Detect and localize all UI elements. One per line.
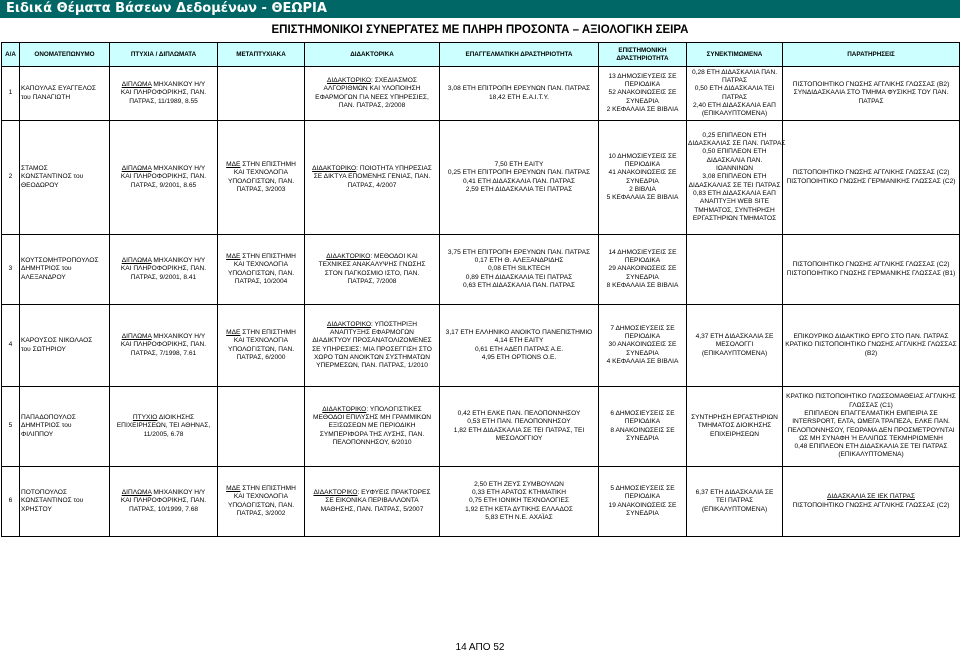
cell-line: 6,37 ΕΤΗ ΔΙΔΑΣΚΑΛΙΑ ΣΕ — [695, 489, 774, 497]
cell-text: ΔΙΟΙΚΗΣΗΣ — [157, 414, 195, 422]
row-number: 4 — [2, 305, 20, 387]
cell-line: 2,59 ΕΤΗ ΔΙΔΑΣΚΑΛΙΑ ΤΕΙ ΠΑΤΡΑΣ — [465, 185, 573, 193]
cell-line: ΕΡΓΑΣΤΗΡΙΩΝ ΤΜΗΜΑΤΟΣ — [692, 214, 777, 222]
cell-line: 5 ΚΕΦΑΛΑΙΑ ΣΕ ΒΙΒΛΙΑ — [606, 194, 679, 202]
underlined-term: ΜΔΕ — [226, 252, 241, 260]
cell-line: (ΕΠΙΚΑΛΥΠΤΟΜΕΝΑ) — [701, 110, 768, 118]
cell-line: 10 ΔΗΜΟΣΙΕΥΣΕΙΣ ΣΕ — [608, 152, 677, 160]
underlined-term: ΔΙΔΑΚΤΟΡΙΚΟ — [313, 489, 358, 497]
scientific-cell — [599, 305, 687, 387]
underlined-term: ΔΙΔΑΚΤΟΡΙΚΟ — [327, 76, 372, 84]
degrees-cell — [110, 67, 218, 121]
cell-line: 18,42 ΕΤΗ Ε.Α.Ι.Τ.Υ. — [489, 93, 549, 101]
underlined-term: ΔΙΔΑΚΤΟΡΙΚΟ — [322, 405, 367, 413]
cell-text: ΣΤΗΝ ΕΠΙΣΤΗΜΗ — [240, 484, 296, 492]
cell-line: ΚΑΙ ΤΕΧΝΟΛΟΓΙΑ — [233, 169, 289, 177]
cell-line: ΚΑΙ ΤΕΧΝΟΛΟΓΙΑ — [233, 337, 289, 345]
cell-text: : ΣΧΕΔΙΑΣΜΟΣ — [371, 76, 417, 84]
cell-line — [111, 257, 216, 265]
cell-text: ΜΗΧΑΝΙΚΟΥ Η/Υ — [151, 81, 206, 89]
underlined-term: ΔΙΔΑΚΤΟΡΙΚΟ — [326, 320, 372, 328]
underlined-term: ΔΙΠΛΩΜΑ — [121, 81, 152, 89]
underlined-term: ΔΙΔΑΚΤΟΡΙΚΟ — [312, 165, 357, 173]
cell-line: ΚΡΑΤΙΚΟ ΠΙΣΤΟΠΟΙΗΤΙΚΟ ΓΝΩΣΗΣ ΑΓΓΛΙΚΗΣ ΓΛΩΣΣΑΣ — [785, 341, 957, 349]
cell-line: ΠΑΤΡΑΣ, 7/1998, 7.61 — [130, 349, 197, 357]
name-cell — [20, 121, 110, 235]
cell-line: 4,14 ΕΤΗ ΕΑΙΤΥ — [494, 337, 544, 345]
row-number: 5 — [2, 387, 20, 467]
cell-line: ΠΑΤΡΑΣ, 6/2000 — [236, 353, 286, 361]
cell-line: ΠΙΣΤΟΠΟΙΗΤΙΚΟ ΓΝΩΣΗΣ ΑΓΓΛΙΚΗΣ ΓΛΩΣΣΑΣ (C2) — [792, 501, 950, 509]
cell-line — [111, 489, 216, 497]
scientific-cell — [599, 67, 687, 121]
masters-cell — [218, 67, 305, 121]
masters-cell — [218, 235, 305, 305]
cell-text: : ΕΥΦΥΕΙΣ ΠΡΑΚΤΟΡΕΣ — [357, 489, 431, 497]
underlined-term: ΜΔΕ — [226, 484, 241, 492]
cell-line — [219, 329, 303, 337]
cell-line: ΣΕ ΥΠΗΡΕΣΙΕΣ: ΜΙΑ ΠΡΟΣΕΓΓΙΣΗ ΣΤΟ — [312, 345, 432, 353]
scientific-cell — [599, 235, 687, 305]
cell-line: ΑΝΑΠΤΥΞΗ WEB SITE — [699, 198, 770, 206]
column-header: ΜΕΤΑΠΤΥΧΙΑΚΑ — [218, 43, 305, 67]
cell-line: ΚΑΙ ΤΕΧΝΟΛΟΓΙΑ — [233, 261, 289, 269]
cell-line: ΠΕΡΙΟΔΙΚΑ — [624, 418, 661, 426]
cell-line: ΔΙΔΑΣΚΑΛΙΑΣ ΣΕ ΠΑΝ. ΠΑΤΡΑΣ — [688, 140, 786, 148]
table-row — [2, 67, 960, 121]
cell-line: ΠΑΤΡΑΣ, 9/2001, 8.41 — [130, 273, 197, 281]
cell-line — [306, 321, 438, 329]
cell-line — [111, 333, 216, 341]
cell-text: : ΜΕΘΟΔΟΙ ΚΑΙ — [370, 252, 418, 260]
cell-line: ΣΕ ΔΙΚΤΥΑ ΕΠΟΜΕΝΗΣ ΓΕΝΙΑΣ, ΠΑΝ. — [313, 173, 431, 181]
candidates-table — [1, 42, 960, 537]
cell-line: ΠΕΛΟΠΟΝΝΗΣΟΥ, ΓΕΩΡΑΜΑ ΔΕΝ ΠΡΟΣΜΕΤΡΟΥΝΤΑΙ — [787, 426, 955, 434]
phd-cell — [305, 387, 440, 467]
considered-cell — [687, 121, 786, 235]
cell-line: (Β2) — [864, 349, 878, 357]
considered-cell — [687, 467, 783, 537]
phd-cell — [305, 121, 440, 235]
column-header: ΕΠΙΣΤΗΜΟΝΙΚΗ ΔΡΑΣΤΗΡΙΟΤΗΤΑ — [599, 43, 687, 67]
cell-line: ΥΠΟΛΟΓΙΣΤΩΝ, ΠΑΝ. — [227, 269, 295, 277]
table-header-row — [2, 43, 960, 67]
cell-line: ΧΩΡΟ ΤΩΝ ΑΝΟΙΚΤΩΝ ΣΥΣΤΗΜΑΤΩΝ — [314, 353, 430, 361]
cell-line: ΠΙΣΤΟΠΟΙΗΤΙΚΟ ΓΝΩΣΗΣ ΓΕΡΜΑΝΙΚΗΣ ΓΛΩΣΣΑΣ (Β1) — [786, 269, 956, 277]
cell-line: ΠΙΣΤΟΠΟΙΗΤΙΚΟ ΓΝΩΣΗΣ ΑΓΓΛΙΚΗΣ ΓΛΩΣΣΑΣ (C2) — [792, 261, 950, 269]
cell-line: 1,82 ΕΤΗ ΔΙΔΑΣΚΑΛΙΑ ΣΕ ΤΕΙ ΠΑΤΡΑΣ, ΤΕΙ — [453, 426, 585, 434]
cell-line: ΠΕΡΙΟΔΙΚΑ — [624, 81, 661, 89]
considered-cell — [687, 67, 783, 121]
phd-cell — [305, 235, 440, 305]
cell-text: : ΠΟΙΟΤΗΤΑ ΥΠΗΡΕΣΙΑΣ — [356, 165, 432, 173]
cell-line: 7,50 ΕΤΗ ΕΑΙΤΥ — [494, 160, 544, 168]
cell-line: 3,75 ΕΤΗ ΕΠΙΤΡΟΠΗ ΕΡΕΥΝΩΝ ΠΑΝ. ΠΑΤΡΑΣ — [447, 248, 591, 256]
considered-cell — [687, 387, 783, 467]
notes-cell — [783, 467, 960, 537]
cell-line: (ΕΠΙΚΑΛΥΠΤΟΜΕΝΑ) — [701, 349, 768, 357]
name-cell — [20, 387, 110, 467]
cell-line: 0,61 ΕΤΗ ΑΔΕΠ ΠΑΤΡΑΣ Α.Ε. — [474, 345, 564, 353]
cell-line: ΕΠΙΚΟΥΡΙΚΟ ΔΙΔΑΚΤΙΚΟ ΕΡΓΟ ΣΤΟ ΠΑΝ. ΠΑΤΡΑΣ — [793, 333, 949, 341]
cell-line: ΠΕΡΙΟΔΙΚΑ — [624, 333, 661, 341]
name-line: ΘΕΟΔΩΡΟΥ — [21, 181, 59, 189]
cell-line: ΠΑΤΡΑΣ, 4/2007 — [347, 181, 397, 189]
cell-line: ΠΑΤΡΑΣ — [721, 76, 748, 84]
cell-line — [784, 493, 958, 501]
scientific-cell — [599, 121, 687, 235]
cell-text: ΣΤΗΝ ΕΠΙΣΤΗΜΗ — [240, 160, 296, 168]
cell-line: ΠΑΤΡΑΣ, 7/2008 — [347, 277, 397, 285]
cell-line: 4,95 ΕΤΗ OPTIONS Ο.Ε. — [481, 353, 557, 361]
cell-line: 30 ΑΝΑΚΟΙΝΩΣΕΙΣ ΣΕ — [608, 341, 677, 349]
masters-cell — [218, 467, 305, 537]
cell-line: ΠΙΣΤΟΠΟΙΗΤΙΚΟ ΓΝΩΣΗΣ ΓΕΡΜΑΝΙΚΗΣ ΓΛΩΣΣΑΣ (C2) — [786, 177, 956, 185]
masters-cell — [218, 305, 305, 387]
cell-line: 19 ΑΝΑΚΟΙΝΩΣΕΙΣ ΣΕ — [608, 501, 677, 509]
cell-line: 4 ΚΕΦΑΛΑΙΑ ΣΕ ΒΙΒΛΙΑ — [606, 357, 679, 365]
underlined-term: ΔΙΔΑΚΤΟΡΙΚΟ — [326, 252, 371, 260]
masters-cell — [218, 387, 305, 467]
name-line: ΔΗΜΗΤΡΙΟΣ του — [21, 422, 72, 430]
cell-line: ΥΠΟΛΟΓΙΣΤΩΝ, ΠΑΝ. — [227, 177, 295, 185]
cell-line: 8 ΚΕΦΑΛΑΙΑ ΣΕ ΒΙΒΛΙΑ — [606, 281, 679, 289]
name-line: ΚΑΡΟΥΣΟΣ ΝΙΚΟΛΑΟΣ — [21, 337, 93, 345]
cell-text: ΜΗΧΑΝΙΚΟΥ Η/Υ — [151, 165, 206, 173]
cell-line: ΣΥΝΕΔΡΙΑ — [626, 97, 659, 105]
cell-line: ΑΛΓΟΡΙΘΜΩΝ ΚΑΙ ΥΛΟΠΟΙΗΣΗ — [323, 85, 421, 93]
cell-line: ΣΥΝΕΔΡΙΑ — [626, 273, 659, 281]
cell-line: ΣΥΝΤΗΡΗΣΗ ΕΡΓΑΣΤΗΡΙΩΝ — [691, 414, 778, 422]
cell-line: ΠΑΤΡΑΣ, 11/1989, 8.55 — [129, 97, 198, 105]
cell-line: 0,25 ΕΤΗ ΕΠΙΤΡΟΠΗ ΕΡΕΥΝΩΝ ΠΑΝ. ΠΑΤΡΑΣ — [447, 169, 591, 177]
cell-line: ΤΕΧΝΙΚΕΣ ΑΝΑΚΑΛΥΨΗΣ ΓΝΩΣΗΣ — [318, 261, 426, 269]
cell-line: 7 ΔΗΜΟΣΙΕΥΣΕΙΣ ΣΕ — [610, 324, 675, 332]
cell-line: 11/2005, 6.78 — [143, 430, 184, 438]
table-row — [2, 121, 960, 235]
degrees-cell — [110, 467, 218, 537]
cell-line: ΔΙΔΑΣΚΑΛΙΑ ΠΑΝ. — [706, 156, 763, 164]
title-bar — [0, 0, 960, 18]
cell-line: ΤΜΗΜΑΤΟΣ ΔΙΟΙΚΗΣΗΣ — [697, 422, 772, 430]
column-header: ΣΥΝΕΚΤΙΜΩΜΕΝΑ — [687, 43, 783, 67]
phd-cell — [305, 305, 440, 387]
cell-line: ΠΕΡΙΟΔΙΚΑ — [624, 257, 661, 265]
underlined-term: ΔΙΠΛΩΜΑ — [121, 489, 152, 497]
cell-text: ΜΗΧΑΝΙΚΟΥ Η/Υ — [151, 257, 206, 265]
row-number: 2 — [2, 121, 20, 235]
cell-line: ΤΜΗΜΑΤΟΣ, ΣΥΝΤΗΡΗΣΗ — [694, 206, 775, 214]
cell-line: ΜΕΘΟΔΟΙ ΕΠΙΛΥΣΗΣ ΜΗ ΓΡΑΜΜΙΚΩΝ — [312, 414, 432, 422]
masters-cell — [218, 121, 305, 235]
row-number: 6 — [2, 467, 20, 537]
cell-line: 13 ΔΗΜΟΣΙΕΥΣΕΙΣ ΣΕ — [608, 72, 677, 80]
cell-line: ΣΥΝΕΔΡΙΑ — [626, 434, 659, 442]
column-header: ΠΑΡΑΤΗΡΗΣΕΙΣ — [783, 43, 960, 67]
cell-text: ΜΗΧΑΝΙΚΟΥ Η/Υ — [151, 333, 206, 341]
cell-line: 0,41 ΕΤΗ ΔΙΔΑΣΚΑΛΙΑ ΠΑΝ. ΠΑΤΡΑΣ — [463, 177, 575, 185]
column-header: ΟΝΟΜΑΤΕΠΩΝΥΜΟ — [20, 43, 110, 67]
cell-line: 0,42 ΕΤΗ ΕΛΚΕ ΠΑΝ. ΠΕΛΟΠΟΝΝΗΣΟΥ — [457, 409, 581, 417]
professional-cell — [440, 467, 599, 537]
cell-line: ΣΥΜΠΕΡΙΦΟΡΑ ΤΗΣ ΛΥΣΗΣ, ΠΑΝ. — [319, 430, 425, 438]
cell-line: ΕΦΑΡΜΟΓΩΝ ΓΙΑ ΝΕΕΣ ΥΠΗΡΕΣΙΕΣ, — [315, 93, 429, 101]
cell-line: ΜΑΘΗΣΗΣ, ΠΑΝ. ΠΑΤΡΑΣ, 5/2007 — [320, 505, 424, 513]
cell-line: 4,37 ΕΤΗ ΔΙΔΑΣΚΑΛΙΑ ΣΕ — [695, 333, 774, 341]
cell-line: ΩΣ ΜΗ ΣΥΝΑΦΗ Ή ΕΛΛΙΠΩΣ ΤΕΚΜΗΡΙΩΜΕΝΗ — [799, 434, 943, 442]
cell-line: ΣΥΝΔΙΔΑΣΚΑΛΙΑ ΣΤΟ ΤΜΗΜΑ ΦΥΣΙΚΗΣ ΤΟΥ ΠΑΝ. — [793, 89, 949, 97]
phd-cell — [305, 467, 440, 537]
cell-line: ΠΑΝ. ΠΑΤΡΑΣ, 2/2008 — [338, 101, 406, 109]
underlined-term: ΜΔΕ — [226, 328, 241, 336]
table-row — [2, 235, 960, 305]
cell-line: 6 ΔΗΜΟΣΙΕΥΣΕΙΣ ΣΕ — [610, 409, 675, 417]
cell-line: ΚΑΙ ΠΛΗΡΟΦΟΡΙΚΗΣ, ΠΑΝ. — [120, 89, 207, 97]
cell-line: ΕΞΙΣΩΣΕΩΝ ΜΕ ΠΕΡΙΟΔΙΚΗ — [328, 422, 416, 430]
underlined-term: ΔΙΠΛΩΜΑ — [121, 333, 152, 341]
cell-line — [306, 489, 438, 497]
cell-line: 5,83 ΕΤΗ Ν.Ε. ΑΧΑΪΑΣ — [485, 513, 553, 521]
cell-text: : ΥΠΟΛΟΓΙΣΤΙΚΕΣ — [366, 405, 422, 413]
degrees-cell — [110, 121, 218, 235]
professional-cell — [440, 305, 599, 387]
cell-line: ΚΑΙ ΤΕΧΝΟΛΟΓΙΑ — [233, 493, 289, 501]
cell-line: 0,28 ΕΤΗ ΔΙΔΑΣΚΑΛΙΑ ΠΑΝ. — [691, 68, 778, 76]
cell-line: ΠΑΤΡΑΣ, 3/2003 — [236, 185, 286, 193]
cell-line — [111, 414, 216, 422]
cell-line: ΜΕΣΟΛΟΓΓΙΟΥ — [495, 434, 543, 442]
name-line: ΧΡΗΣΤΟΥ — [21, 505, 52, 513]
cell-line: ΚΑΙ ΠΛΗΡΟΦΟΡΙΚΗΣ, ΠΑΝ. — [120, 497, 207, 505]
considered-cell — [687, 305, 783, 387]
name-line: ΚΟΥΤΣΟΜΗΤΡΟΠΟΥΛΟΣ — [21, 257, 99, 265]
name-line: ΚΑΠΟΥΛΑΣ ΕΥΑΓΓΕΛΟΣ — [21, 85, 96, 93]
row-number: 1 — [2, 67, 20, 121]
cell-line: ΕΠΙΧΕΙΡΗΣΕΩΝ, ΤΕΙ ΑΘΗΝΑΣ, — [116, 422, 211, 430]
cell-line: ΣΥΝΕΔΡΙΑ — [626, 349, 659, 357]
name-cell — [20, 467, 110, 537]
cell-line: ΣΕ ΕΙΚΟΝΙΚΑ ΠΕΡΙΒΑΛΛΟΝΤΑ — [325, 497, 419, 505]
cell-line: 41 ΑΝΑΚΟΙΝΩΣΕΙΣ ΣΕ — [608, 169, 677, 177]
cell-line: 0,53 ΕΤΗ ΠΑΝ. ΠΕΛΟΠΟΝΝΗΣΟΥ — [467, 418, 571, 426]
cell-line — [306, 253, 438, 261]
professional-cell — [440, 67, 599, 121]
cell-line: 8 ΑΝΑΚΟΙΝΩΣΕΙΣ ΣΕ — [610, 426, 675, 434]
underlined-term: ΜΔΕ — [226, 160, 241, 168]
cell-line: 0,33 ΕΤΗ ΑΡΑΤΟΣ ΚΤΗΜΑΤΙΚΗ — [471, 489, 567, 497]
cell-line — [219, 485, 303, 493]
cell-line: ΔΙΑΔΙΚΤΥΟΥ ΠΡΟΣΑΝΑΤΟΛΙΖΟΜΕΝΕΣ — [312, 337, 432, 345]
cell-line: ΚΡΑΤΙΚΟ ΠΙΣΤΟΠΟΙΗΤΙΚΟ ΓΛΩΣΣΟΜΑΘΕΙΑΣ ΑΓΓΛΙΚΗΣ — [786, 393, 956, 401]
cell-line: ΚΑΙ ΠΛΗΡΟΦΟΡΙΚΗΣ, ΠΑΝ. — [120, 341, 207, 349]
cell-line: ΚΑΙ ΠΛΗΡΟΦΟΡΙΚΗΣ, ΠΑΝ. — [120, 173, 207, 181]
cell-line: 0,89 ΕΤΗ ΔΙΔΑΣΚΑΛΙΑ ΤΕΙ ΠΑΤΡΑΣ — [465, 273, 573, 281]
table-row — [2, 305, 960, 387]
name-line: ΠΑΠΑΔΟΠΟΥΛΟΣ — [21, 414, 76, 422]
cell-line: ΕΠΙΧΕΙΡΗΣΕΩΝ — [710, 430, 759, 438]
name-cell — [20, 235, 110, 305]
notes-cell — [783, 67, 960, 121]
notes-cell — [783, 235, 960, 305]
name-cell — [20, 67, 110, 121]
table-row — [2, 387, 960, 467]
cell-line: ΣΥΝΕΔΡΙΑ — [626, 509, 659, 517]
page-title: Ειδικά Θέματα Βάσεων Δεδομένων - ΘΕΩΡΙΑ — [6, 1, 327, 16]
cell-line: ΥΠΟΛΟΓΙΣΤΩΝ, ΠΑΝ. — [227, 345, 295, 353]
cell-line: 14 ΔΗΜΟΣΙΕΥΣΕΙΣ ΣΕ — [608, 248, 677, 256]
cell-line: 2,50 ΕΤΗ ΖΕΥΣ ΣΥΜΒΟΥΛΩΝ — [474, 480, 564, 488]
cell-line: 2 ΚΕΦΑΛΑΙΑ ΣΕ ΒΙΒΛΙΑ — [606, 105, 679, 113]
cell-text: ΣΤΗΝ ΕΠΙΣΤΗΜΗ — [240, 328, 296, 336]
table-row — [2, 467, 960, 537]
cell-line: ΠΑΤΡΑΣ, 10/2004 — [234, 277, 288, 285]
cell-line: ΠΕΡΙΟΔΙΚΑ — [624, 160, 661, 168]
cell-line: ΓΛΩΣΣΑΣ (C1) — [849, 401, 893, 409]
cell-line: 2 ΒΙΒΛΙΑ — [629, 185, 656, 193]
notes-cell — [783, 121, 960, 235]
underlined-term: ΔΙΔΑΣΚΑΛΙΑ ΣΕ ΙΕΚ ΠΑΤΡΑΣ — [827, 493, 915, 501]
cell-line: 0,08 ΕΤΗ SILKTECH — [488, 265, 550, 273]
cell-line: ΥΠΟΛΟΓΙΣΤΩΝ, ΠΑΝ. — [227, 501, 295, 509]
cell-line — [111, 165, 216, 173]
cell-line: ΑΝΑΠΤΥΞΗΣ ΕΦΑΡΜΟΓΩΝ — [330, 328, 414, 336]
professional-cell — [440, 121, 599, 235]
cell-line — [306, 165, 438, 173]
cell-text: ΣΤΗΝ ΕΠΙΣΤΗΜΗ — [240, 252, 296, 260]
cell-line: ΠΑΤΡΑΣ — [721, 93, 748, 101]
row-number: 3 — [2, 235, 20, 305]
cell-line: 2,40 ΕΤΗ ΔΙΔΑΣΚΑΛΙΑ ΕΑΠ — [693, 101, 776, 109]
professional-cell — [440, 235, 599, 305]
column-header: ΔΙΔΑΚΤΟΡΙΚΑ — [305, 43, 440, 67]
name-line: ΦΙΛΙΠΠΟΥ — [21, 430, 54, 438]
cell-line: ΠΕΛΟΠΟΝΝΗΣΟΥ, 6/2010 — [332, 438, 412, 446]
cell-line: 0,75 ΕΤΗ ΙΟΝΙΚΗ ΤΕΧΝΟΛΟΓΙΕΣ — [468, 497, 570, 505]
cell-line: ΣΥΝΕΔΡΙΑ — [626, 177, 659, 185]
underlined-term: ΠΤΥΧΙΟ — [132, 414, 158, 422]
degrees-cell — [110, 305, 218, 387]
name-line: ΚΩΝΣΤΑΝΤΙΝΟΣ του — [21, 497, 84, 505]
cell-line: 3,08 ΕΤΗ ΕΠΙΤΡΟΠΗ ΕΡΕΥΝΩΝ ΠΑΝ. ΠΑΤΡΑΣ — [447, 85, 591, 93]
cell-line: ΠΑΤΡΑΣ — [858, 97, 884, 105]
cell-line: (ΕΠΙΚΑΛΥΠΤΟΜΕΝΑ) — [838, 451, 904, 459]
cell-line: 0,63 ΕΤΗ ΔΙΔΑΣΚΑΛΙΑ ΠΑΝ. ΠΑΤΡΑΣ — [463, 281, 575, 289]
cell-line: ΜΕΣΟΛΟΓΓΙ — [715, 341, 754, 349]
cell-line: 3,17 ΕΤΗ ΕΛΛΗΝΙΚΟ ΑΝΟΙΚΤΟ ΠΑΝΕΠΙΣΤΗΜΙΟ — [445, 328, 593, 336]
column-header: ΠΤΥΧΙΑ / ΔΙΠΛΩΜΑΤΑ — [110, 43, 218, 67]
cell-line: 0,17 ΕΤΗ Θ. ΑΛΕΞΑΝΔΡΙΔΗΣ — [474, 257, 564, 265]
degrees-cell — [110, 235, 218, 305]
cell-line: INTERSPORT, ΕΛΤΑ, ΩΜΕΓΑ ΤΡΑΠΕΖΑ, ΕΛΚΕ ΠΑΝ. — [792, 418, 950, 426]
notes-cell — [783, 387, 960, 467]
underlined-term: ΔΙΠΛΩΜΑ — [121, 257, 152, 265]
cell-line: 1,92 ΕΤΗ ΚΕΤΑ ΔΥΤΙΚΗΣ ΕΛΛΑΔΟΣ — [465, 505, 573, 513]
cell-line: (ΕΠΙΚΑΛΥΠΤΟΜΕΝΑ) — [701, 505, 768, 513]
name-line: ΣΤΑΜΟΣ — [21, 165, 48, 173]
phd-cell — [305, 67, 440, 121]
name-line: του ΠΑΝΑΓΙΩΤΗ — [21, 93, 71, 101]
cell-line: 52 ΑΝΑΚΟΙΝΩΣΕΙΣ ΣΕ — [608, 89, 677, 97]
cell-line: 0,50 ΕΤΗ ΔΙΔΑΣΚΑΛΙΑ ΤΕΙ — [694, 85, 775, 93]
notes-cell — [783, 305, 960, 387]
degrees-cell — [110, 387, 218, 467]
name-line: ΑΛΕΞΑΝΔΡΟΥ — [21, 273, 66, 281]
cell-line: ΠΙΣΤΟΠΟΙΗΤΙΚΟ ΓΝΩΣΗΣ ΑΓΓΛΙΚΗΣ ΓΛΩΣΣΑΣ (C2) — [792, 169, 950, 177]
cell-line: ΠΑΤΡΑΣ, 10/1999, 7.68 — [128, 505, 199, 513]
cell-line — [306, 77, 438, 85]
cell-line: ΙΩΑΝΝΙΝΩΝ — [716, 165, 753, 173]
cell-line: ΚΑΙ ΠΛΗΡΟΦΟΡΙΚΗΣ, ΠΑΝ. — [120, 265, 207, 273]
name-line: ΔΗΜΗΤΡΙΟΣ του — [21, 265, 72, 273]
cell-line: 5 ΔΗΜΟΣΙΕΥΣΕΙΣ ΣΕ — [610, 484, 675, 492]
scientific-cell — [599, 387, 687, 467]
name-line: ΚΩΝΣΤΑΝΤΙΝΟΣ του — [21, 173, 84, 181]
cell-line — [219, 161, 303, 169]
cell-line: ΠΑΤΡΑΣ, 3/2002 — [236, 509, 286, 517]
cell-line: 0,83 ΕΤΗ ΔΙΔΑΣΚΑΛΙΑ ΕΑΠ — [693, 189, 776, 197]
page-number: 14 ΑΠΟ 52 — [455, 642, 505, 653]
name-line: ΠΟΤΟΠΟΥΛΟΣ — [21, 489, 67, 497]
cell-line: 29 ΑΝΑΚΟΙΝΩΣΕΙΣ ΣΕ — [608, 265, 677, 273]
cell-line: ΔΙΔΑΣΚΑΛΙΑΣ ΣΕ ΤΕΙ ΠΑΤΡΑΣ — [688, 181, 781, 189]
cell-line — [219, 253, 303, 261]
cell-line — [111, 81, 216, 89]
cell-line: 0,48 ΕΠΙΠΛΕΟΝ ΕΤΗ ΔΙΔΑΣΚΑΛΙΑ ΣΕ ΤΕΙ ΠΑΤΡΑΣ — [794, 443, 948, 451]
cell-text: : ΥΠΟΣΤΗΡΙΞΗ — [371, 320, 417, 328]
cell-line: 0,50 ΕΠΙΠΛΕΟΝ ΕΤΗ — [702, 148, 767, 156]
cell-line: 0,25 ΕΠΙΠΛΕΟΝ ΕΤΗ — [702, 131, 767, 139]
cell-line: ΠΕΡΙΟΔΙΚΑ — [624, 493, 661, 501]
cell-line — [306, 406, 438, 414]
cell-text: ΜΗΧΑΝΙΚΟΥ Η/Υ — [151, 489, 206, 497]
professional-cell — [440, 387, 599, 467]
column-header: Α/Α — [2, 43, 20, 67]
column-header: ΕΠΑΓΓΕΛΜΑΤΙΚΗ ΔΡΑΣΤΗΡΙΟΤΗΤΑ — [440, 43, 599, 67]
document-heading: ΕΠΙΣΤΗΜΟΝΙΚΟΙ ΣΥΝΕΡΓΑΤΕΣ ΜΕ ΠΛΗΡΗ ΠΡΟΣΟΝΤΑ – ΑΞΙΟΛΟΓΙΚΗ ΣΕΙΡΑ — [271, 24, 689, 36]
name-cell — [20, 305, 110, 387]
cell-line: ΠΑΤΡΑΣ, 9/2001, 8.65 — [130, 181, 197, 189]
cell-line: ΥΠΕΡΜΕΣΩΝ, ΠΑΝ. ΠΑΤΡΑΣ, 1/2010 — [316, 362, 428, 370]
underlined-term: ΔΙΠΛΩΜΑ — [121, 165, 152, 173]
cell-line: ΣΤΟΝ ΠΑΓΚΟΣΜΙΟ ΙΣΤΟ, ΠΑΝ. — [324, 269, 420, 277]
cell-line: ΠΙΣΤΟΠΟΙΗΤΙΚΟ ΓΝΩΣΗΣ ΑΓΓΛΙΚΗΣ ΓΛΩΣΣΑΣ (Β2) — [792, 81, 950, 89]
name-line: του ΣΩΤΗΡΙΟΥ — [21, 345, 66, 353]
considered-cell — [687, 235, 783, 305]
cell-line: ΤΕΙ ΠΑΤΡΑΣ — [715, 497, 754, 505]
cell-line: ΕΠΙΠΛΕΟΝ ΕΠΑΓΓΕΛΜΑΤΙΚΗ ΕΜΠΕΙΡΙΑ ΣΕ — [804, 409, 938, 417]
scientific-cell — [599, 467, 687, 537]
cell-line: 3,08 ΕΠΙΠΛΕΟΝ ΕΤΗ — [702, 173, 767, 181]
